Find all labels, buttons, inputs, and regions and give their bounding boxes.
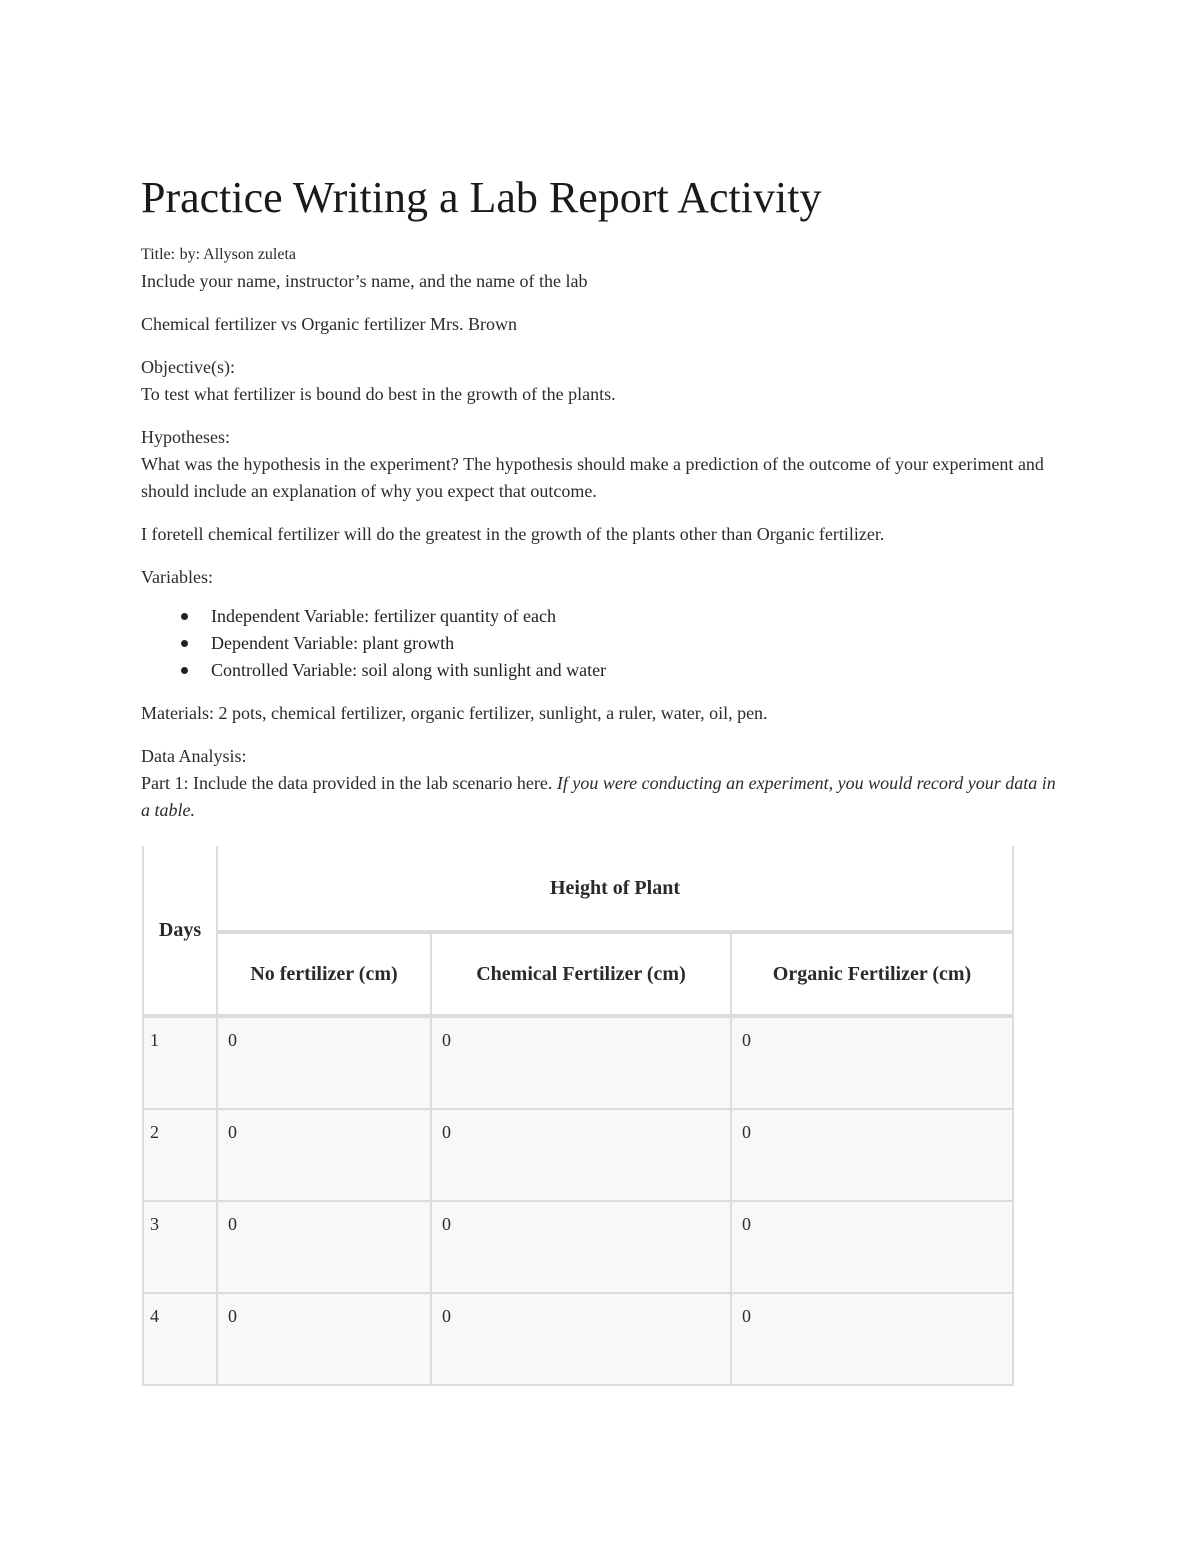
table-row <box>143 1293 1013 1385</box>
variable-independent: Independent Variable: fertilizer quantity of each <box>211 603 1061 630</box>
part1-italic: If you were conducting an experiment, you would record your data in a table. <box>141 773 1056 820</box>
organic-fertilizer-header: Organic Fertilizer (cm) <box>731 932 1013 1016</box>
no-fertilizer-cell: 0 <box>217 1109 431 1201</box>
days-header: Days <box>143 846 217 1016</box>
no-fertilizer-header: No fertilizer (cm) <box>217 932 431 1016</box>
lab-name: Chemical fertilizer vs Organic fertilizer Mrs. Brown <box>141 314 518 334</box>
plant-height-table <box>142 846 1014 1386</box>
hypothesis-text: I foretell chemical fertilizer will do the greatest in the growth of the plants other than Organic fertilizer. <box>141 524 885 544</box>
variable-controlled: Controlled Variable: soil along with sunlight and water <box>211 657 1061 684</box>
no-fertilizer-cell: 0 <box>217 1016 431 1109</box>
day-cell: 4 <box>143 1293 217 1385</box>
part1-text: Part 1: Include the data provided in the lab scenario here. <box>141 773 557 793</box>
organic-fertilizer-cell: 0 <box>731 1293 1013 1385</box>
hypotheses-label: Hypotheses: <box>141 427 230 447</box>
chemical-fertilizer-cell: 0 <box>431 1109 731 1201</box>
document-title: Practice Writing a Lab Report Activity <box>141 173 822 222</box>
no-fertilizer-cell: 0 <box>217 1201 431 1293</box>
objective-label: Objective(s): <box>141 357 235 377</box>
chemical-fertilizer-cell: 0 <box>431 1016 731 1109</box>
organic-fertilizer-cell: 0 <box>731 1109 1013 1201</box>
day-cell: 1 <box>143 1016 217 1109</box>
part1-paragraph <box>141 770 1061 824</box>
materials-text: Materials: 2 pots, chemical fertilizer, organic fertilizer, sunlight, a ruler, water, oil, pen. <box>141 703 768 723</box>
document-page <box>141 170 1061 824</box>
day-cell: 3 <box>143 1201 217 1293</box>
table-row <box>143 1016 1013 1109</box>
hypotheses-instruction: What was the hypothesis in the experiment? The hypothesis should make a prediction of the outcome of your experiment and should include an explanation of why you expect that outcome. <box>141 454 1044 501</box>
organic-fertilizer-cell: 0 <box>731 1201 1013 1293</box>
no-fertilizer-cell: 0 <box>217 1293 431 1385</box>
day-cell: 2 <box>143 1109 217 1201</box>
chemical-fertilizer-cell: 0 <box>431 1201 731 1293</box>
table-row <box>143 1201 1013 1293</box>
variables-list <box>141 603 1061 684</box>
variables-label: Variables: <box>141 567 213 587</box>
organic-fertilizer-cell: 0 <box>731 1016 1013 1109</box>
table-row <box>143 1109 1013 1201</box>
objective-text: To test what fertilizer is bound do best in the growth of the plants. <box>141 384 616 404</box>
chemical-fertilizer-cell: 0 <box>431 1293 731 1385</box>
author-name: by: Allyson zuleta <box>179 246 297 263</box>
height-of-plant-header: Height of Plant <box>217 846 1013 932</box>
chemical-fertilizer-header: Chemical Fertilizer (cm) <box>431 932 731 1016</box>
data-analysis-label: Data Analysis: <box>141 746 247 766</box>
variable-dependent: Dependent Variable: plant growth <box>211 630 1061 657</box>
title-line <box>141 240 1061 268</box>
title-instruction: Include your name, instructor’s name, and the name of the lab <box>141 271 588 291</box>
title-label: Title: <box>141 246 176 263</box>
